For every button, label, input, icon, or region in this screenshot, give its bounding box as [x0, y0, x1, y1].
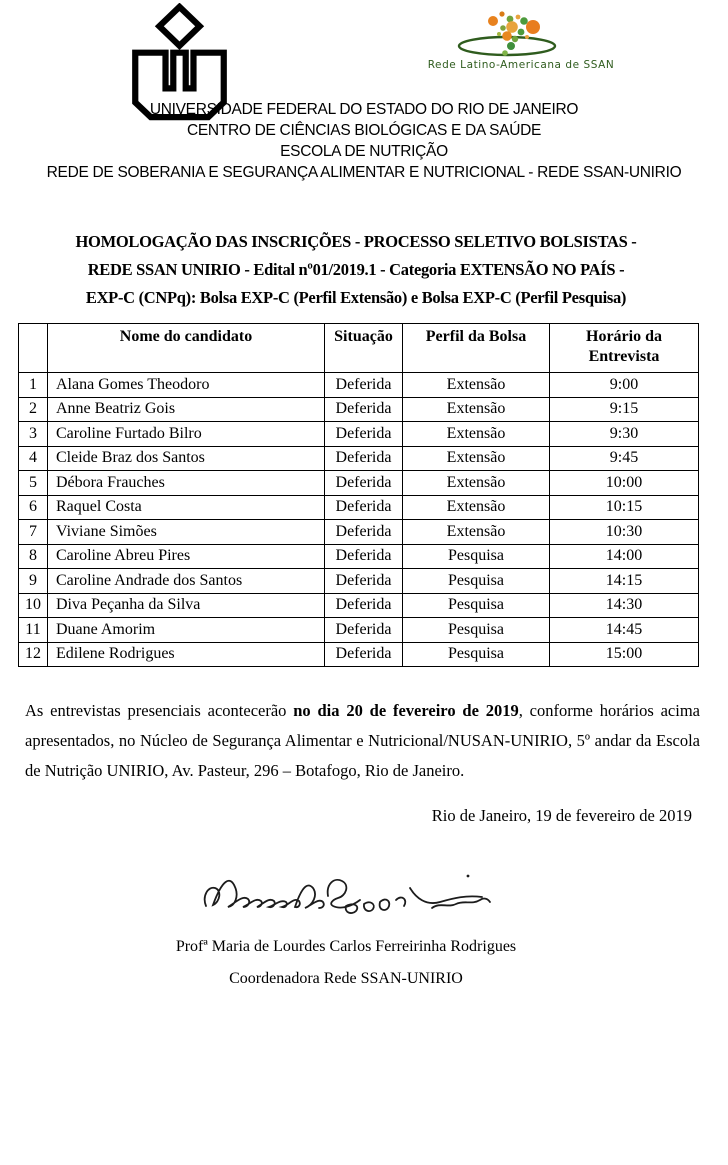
cell-row-number: 12 — [19, 642, 48, 667]
table-row — [19, 520, 699, 545]
cell-candidate-name: Diva Peçanha da Silva — [48, 593, 325, 618]
col-header-index — [19, 324, 48, 373]
org-line-network: REDE DE SOBERANIA E SEGURANÇA ALIMENTAR E NUTRICIONAL - REDE SSAN-UNIRIO — [46, 164, 682, 181]
title-line-2: REDE SSAN UNIRIO - Edital nº01/2019.1 - Categoria EXTENSÃO NO PAÍS - — [87, 260, 625, 279]
cell-situation: Deferida — [325, 544, 403, 569]
cell-interview-time: 9:15 — [550, 397, 699, 422]
ssan-logo — [415, 6, 627, 71]
cell-candidate-name: Cleide Braz dos Santos — [48, 446, 325, 471]
signature-image — [200, 864, 495, 922]
table-row — [19, 422, 699, 447]
signer-role: Coordenadora Rede SSAN-UNIRIO — [229, 970, 463, 987]
cell-profile: Extensão — [403, 373, 550, 398]
cell-profile: Extensão — [403, 397, 550, 422]
cell-row-number: 8 — [19, 544, 48, 569]
cell-row-number: 4 — [19, 446, 48, 471]
cell-profile: Pesquisa — [403, 618, 550, 643]
org-line-center: CENTRO DE CIÊNCIAS BIOLÓGICAS E DA SAÚDE — [186, 122, 542, 139]
cell-row-number: 9 — [19, 569, 48, 594]
col-header-interview-time: Horário da Entrevista — [550, 324, 699, 373]
org-line-school: ESCOLA DE NUTRIÇÃO — [280, 143, 448, 160]
cell-row-number: 6 — [19, 495, 48, 520]
paragraph-text-after: , conforme horários acima apresentados, no Núcleo de Segurança Alimentar e Nutricional/NUSAN-UNIRIO, 5º andar da Escola de Nutrição UNIRIO, Av. Pasteur, 296 – Botafogo, Rio de Janeiro. — [25, 700, 700, 780]
cell-interview-time: 9:00 — [550, 373, 699, 398]
cell-profile: Pesquisa — [403, 593, 550, 618]
title-line-1: HOMOLOGAÇÃO DAS INSCRIÇÕES - PROCESSO SELETIVO BOLSISTAS - — [75, 232, 637, 251]
place-date-line: Rio de Janeiro, 19 de fevereiro de 2019 — [431, 806, 692, 825]
col-header-situation: Situação — [325, 324, 403, 373]
cell-row-number: 10 — [19, 593, 48, 618]
cell-candidate-name: Anne Beatriz Gois — [48, 397, 325, 422]
cell-profile: Extensão — [403, 422, 550, 447]
signer-name: Profª Maria de Lourdes Carlos Ferreirinha Rodrigues — [175, 938, 517, 955]
cell-candidate-name: Caroline Furtado Bilro — [48, 422, 325, 447]
cell-candidate-name: Duane Amorim — [48, 618, 325, 643]
cell-situation: Deferida — [325, 569, 403, 594]
cell-interview-time: 14:45 — [550, 618, 699, 643]
ssan-logo-caption: Rede Latino-Americana de SSAN — [427, 59, 615, 71]
candidates-table — [18, 323, 699, 667]
cell-interview-time: 14:00 — [550, 544, 699, 569]
col-header-candidate-name: Nome do candidato — [48, 324, 325, 373]
cell-situation: Deferida — [325, 593, 403, 618]
cell-interview-time: 9:30 — [550, 422, 699, 447]
cell-situation: Deferida — [325, 495, 403, 520]
cell-row-number: 11 — [19, 618, 48, 643]
cell-candidate-name: Raquel Costa — [48, 495, 325, 520]
cell-row-number: 3 — [19, 422, 48, 447]
table-row — [19, 618, 699, 643]
cell-situation: Deferida — [325, 446, 403, 471]
cell-profile: Extensão — [403, 520, 550, 545]
ssan-logo-icon — [415, 6, 627, 58]
cell-candidate-name: Débora Frauches — [48, 471, 325, 496]
cell-situation: Deferida — [325, 373, 403, 398]
table-row — [19, 495, 699, 520]
org-header — [0, 99, 728, 183]
cell-interview-time: 14:15 — [550, 569, 699, 594]
cell-interview-time: 10:00 — [550, 471, 699, 496]
cell-profile: Pesquisa — [403, 642, 550, 667]
table-row — [19, 569, 699, 594]
col-header-profile: Perfil da Bolsa — [403, 324, 550, 373]
cell-profile: Pesquisa — [403, 569, 550, 594]
table-row — [19, 397, 699, 422]
cell-row-number: 2 — [19, 397, 48, 422]
table-row — [19, 642, 699, 667]
cell-candidate-name: Viviane Simões — [48, 520, 325, 545]
cell-situation: Deferida — [325, 520, 403, 545]
cell-candidate-name: Edilene Rodrigues — [48, 642, 325, 667]
table-row — [19, 544, 699, 569]
table-row — [19, 373, 699, 398]
cell-profile: Extensão — [403, 495, 550, 520]
cell-row-number: 5 — [19, 471, 48, 496]
cell-situation: Deferida — [325, 422, 403, 447]
cell-profile: Extensão — [403, 446, 550, 471]
paragraph-bold-date: no dia 20 de fevereiro de 2019 — [293, 700, 519, 720]
cell-candidate-name: Alana Gomes Theodoro — [48, 373, 325, 398]
cell-row-number: 1 — [19, 373, 48, 398]
table-row — [19, 471, 699, 496]
org-line-university: UNIVERSIDADE FEDERAL DO ESTADO DO RIO DE JANEIRO — [149, 101, 579, 118]
cell-situation: Deferida — [325, 642, 403, 667]
cell-candidate-name: Caroline Andrade dos Santos — [48, 569, 325, 594]
cell-situation: Deferida — [325, 618, 403, 643]
cell-situation: Deferida — [325, 471, 403, 496]
cell-profile: Pesquisa — [403, 544, 550, 569]
title-line-3: EXP-C (CNPq): Bolsa EXP-C (Perfil Extensão) e Bolsa EXP-C (Perfil Pesquisa) — [85, 288, 627, 307]
table-row — [19, 446, 699, 471]
cell-interview-time: 10:15 — [550, 495, 699, 520]
cell-interview-time: 10:30 — [550, 520, 699, 545]
cell-candidate-name: Caroline Abreu Pires — [48, 544, 325, 569]
cell-profile: Extensão — [403, 471, 550, 496]
interview-info-paragraph — [25, 696, 700, 786]
table-header-row — [19, 324, 699, 373]
cell-situation: Deferida — [325, 397, 403, 422]
document-title — [0, 228, 712, 312]
cell-interview-time: 9:45 — [550, 446, 699, 471]
cell-interview-time: 15:00 — [550, 642, 699, 667]
paragraph-text-before: As entrevistas presenciais acontecerão — [25, 700, 294, 720]
table-row — [19, 593, 699, 618]
cell-row-number: 7 — [19, 520, 48, 545]
cell-interview-time: 14:30 — [550, 593, 699, 618]
